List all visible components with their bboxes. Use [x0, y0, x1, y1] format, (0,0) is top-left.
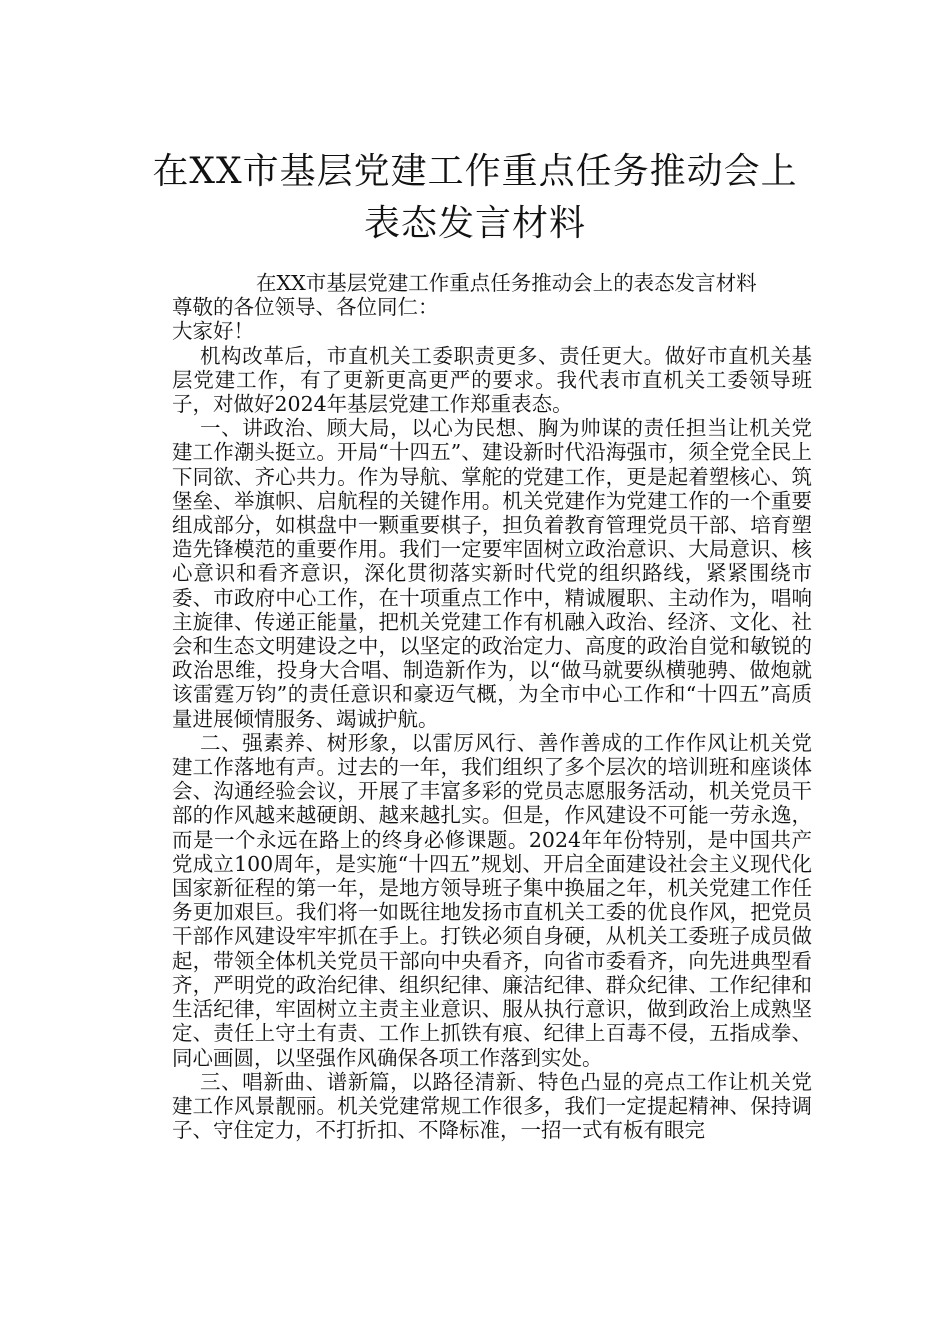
document-subtitle: 在XX市基层党建工作重点任务推动会上的表态发言材料 [256, 271, 757, 295]
paragraph-section-1: 一、讲政治、顾大局，以心为民想、胸为帅谋的责任担当让机关党建工作潮头挺立。开局“十四五”、建设新时代沿海强市，须全党全民上下同欲、齐心共力。作为导航、掌舵的党建工作，更是起着塑核心、筑堡垒、举旗帜、启航程的关键作用。机关党建作为党建工作的一个重要组成部分，如棋盘中一颗重要棋子，担负着教育管理党员干部、培育塑造先锋模范的重要作用。我们一定要牢固树立政治意识、大局意识、核心意识和看齐意识，深化贯彻落实新时代党的组织路线，紧紧围绕市委、市政府中心工作，在十项重点工作中，精诚履职、主动作为，唱响主旋律、传递正能量，把机关党建工作有机融入政治、经济、文化、社会和生态文明建设之中，以坚定的政治定力、高度的政治自觉和敏锐的政治思维，投身大合唱、制造新作为，以“做马就要纵横驰骋、做炮就该雷霆万钧”的责任意识和豪迈气概，为全市中心工作和“十四五”高质量进展倾情服务、竭诚护航。 [172, 416, 812, 731]
paragraph-section-3: 三、唱新曲、谱新篇，以路径清新、特色凸显的亮点工作让机关党建工作风景靓丽。机关党建常规工作很多，我们一定提起精神、保持调子、守住定力，不打折扣、不降标准，一招一式有板有眼完 [172, 1069, 812, 1143]
document-body [172, 271, 812, 1142]
paragraph-intro: 机构改革后，市直机关工委职责更多、责任更大。做好市直机关基层党建工作，有了更新更高更严的要求。我代表市直机关工委领导班子，对做好2024年基层党建工作郑重表态。 [172, 343, 812, 417]
paragraph-section-2: 二、强素养、树形象，以雷厉风行、善作善成的工作作风让机关党建工作落地有声。过去的一年，我们组织了多个层次的培训班和座谈体会、沟通经验会议，开展了丰富多彩的党员志愿服务活动，机关党员干部的作风越来越硬朗、越来越扎实。但是，作风建设不可能一劳永逸，而是一个永远在路上的终身必修课题。2024年年份特别，是中国共产党成立100周年，是实施“十四五”规划、开启全面建设社会主义现代化国家新征程的第一年，是地方领导班子集中换届之年，机关党建工作任务更加艰巨。我们将一如既往地发扬市直机关工委的优良作风，把党员干部作风建设牢牢抓在手上。打铁必须自身硬，从机关工委班子成员做起，带领全体机关党员干部向中央看齐，向省市委看齐，向先进典型看齐，严明党的政治纪律、组织纪律、廉洁纪律、群众纪律、工作纪律和生活纪律，牢固树立主责主业意识、服从执行意识，做到政治上成熟坚定、责任上守土有责、工作上抓铁有痕、纪律上百毒不侵，五指成拳、同心画圆，以坚强作风确保各项工作落到实处。 [172, 730, 812, 1070]
salutation: 尊敬的各位领导、各位同仁： [172, 295, 439, 320]
greeting: 大家好！ [172, 319, 254, 344]
document-title: 在XX市基层党建工作重点任务推动会上表态发言材料 [152, 151, 798, 245]
